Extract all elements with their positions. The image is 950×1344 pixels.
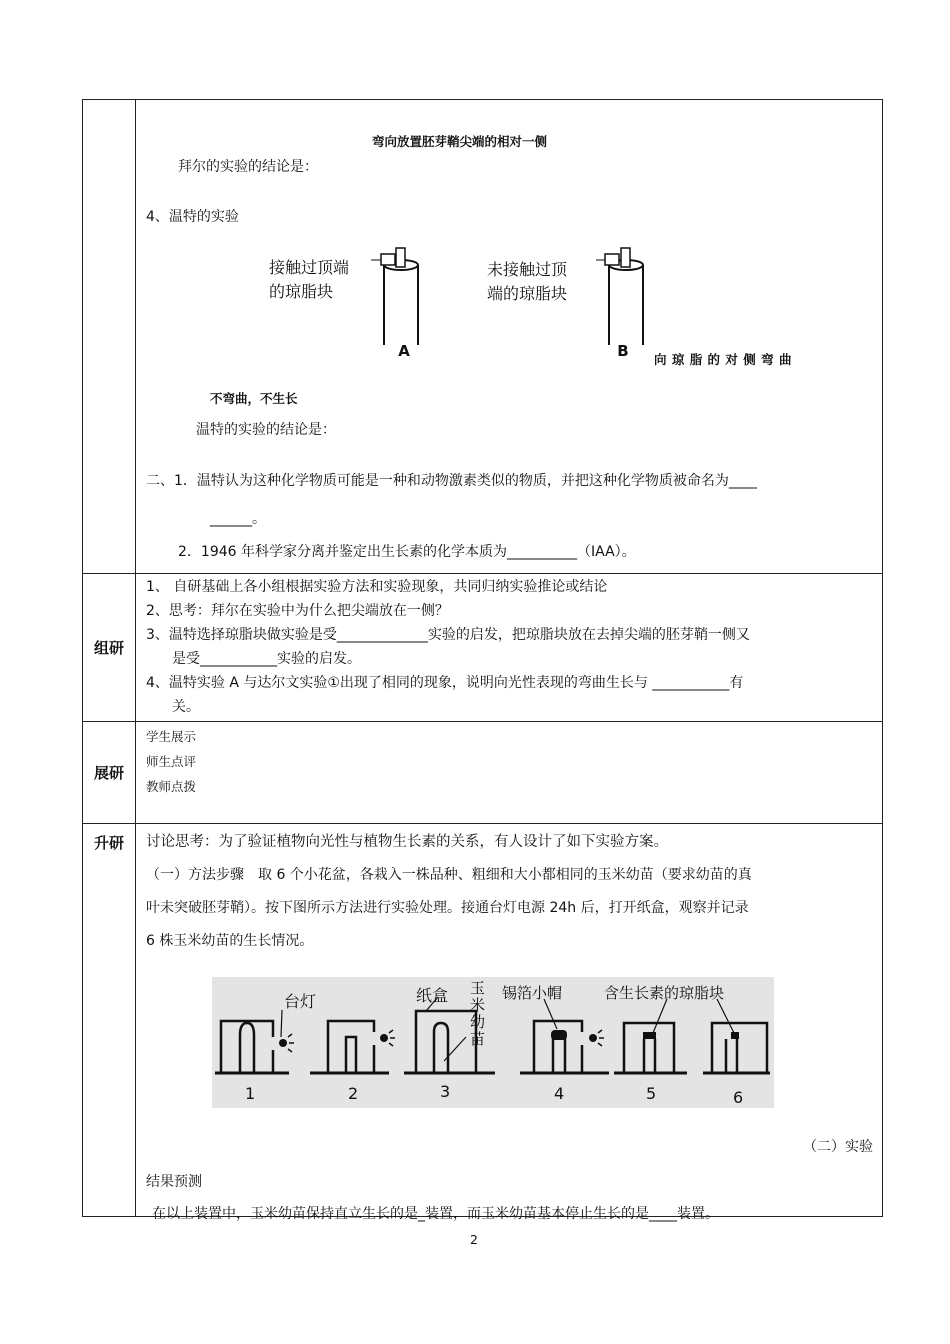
zhanyan-content-cell xyxy=(136,722,883,824)
zuyan-item-1: 1、 自研基础上各小组根据实验方法和实验现象，共同归纳实验推论或结论 xyxy=(146,579,608,595)
lesson-table xyxy=(82,99,883,1222)
seedling-experiment-figure xyxy=(212,977,774,1108)
fig-label-b: 未接触过顶端的琼脂块 xyxy=(487,260,568,303)
shengyan-content-cell xyxy=(136,824,883,1222)
result-heading-b: 结果预测 xyxy=(146,1174,202,1190)
zhanyan-label-text: 展研 xyxy=(93,764,124,782)
zuyan-label-text: 组研 xyxy=(93,639,124,657)
question-2: 2．1946 年科学家分离并鉴定出生长素的化学本质为__________（IAA）。 xyxy=(178,544,636,560)
zuyan-label xyxy=(83,574,136,722)
result-b: 向 琼 脂 的 对 侧 弯 曲 xyxy=(654,352,792,367)
coleoptile-a xyxy=(371,248,418,345)
fig-letter-b: B xyxy=(617,342,629,360)
bayer-conclusion: 拜尔的实验的结论是： xyxy=(178,159,318,175)
setup-number-5: 5 xyxy=(646,1084,657,1103)
zuyan-item-3: 3、温特选择琼脂块做实验是受_____________实验的启发，把琼脂块放在去掉尖端的胚芽鞘一侧又 xyxy=(146,627,750,643)
zuyan-item-4: 4、温特实验 A 与达尔文实验①出现了相同的现象，说明向光性表现的弯曲生长与 ___________有 xyxy=(146,675,744,691)
setup-number-6: 6 xyxy=(733,1088,744,1107)
zuyan-item-2: 2、思考：拜尔在实验中为什么把尖端放在一侧？ xyxy=(146,603,449,619)
row1-label-cell xyxy=(83,100,136,574)
label-agar: 含生长素的琼脂块 xyxy=(604,984,725,1002)
zuyan-item-4b: 关。 xyxy=(172,699,200,715)
method-line-2: 叶未突破胚芽鞘）。按下图所示方法进行实验处理。接通台灯电源 24h 后，打开纸盒，观察并记录 xyxy=(146,900,749,916)
label-cap: 锡箔小帽 xyxy=(502,984,563,1002)
method-line-1: （一）方法步骤 取 6 个小花盆，各栽入一株品种、粗细和大小都相同的玉米幼苗（要求幼苗的真 xyxy=(146,867,752,883)
zhanyan-item-3: 教师点拨 xyxy=(146,779,197,794)
went-conclusion: 温特的实验的结论是： xyxy=(196,422,336,438)
question-1-line2: ______。 xyxy=(210,511,266,527)
setup-number-2: 2 xyxy=(348,1084,359,1103)
zhanyan-item-2: 师生点评 xyxy=(146,754,197,769)
row1-content-cell xyxy=(136,100,883,574)
label-lamp: 台灯 xyxy=(284,992,317,1011)
setup-number-1: 1 xyxy=(245,1084,256,1103)
zhanyan-label xyxy=(83,722,136,824)
result-a: 不弯曲，不生长 xyxy=(210,391,298,406)
fig-letter-a: A xyxy=(398,342,410,360)
label-box: 纸盒 xyxy=(416,986,449,1005)
method-line-3: 6 株玉米幼苗的生长情况。 xyxy=(146,933,314,949)
shengyan-label-text: 升研 xyxy=(93,834,124,852)
caption-top: 弯向放置胚芽鞘尖端的相对一侧 xyxy=(372,134,548,149)
setup-number-4: 4 xyxy=(554,1084,565,1103)
page-number: 2 xyxy=(470,1232,478,1247)
result-question: 在以上装置中，玉米幼苗保持直立生长的是_装置，而玉米幼苗基本停止生长的是____装置。 xyxy=(152,1206,719,1222)
label-seedling: 玉 米 幼 苗 xyxy=(470,979,486,1048)
result-heading-a: （二）实验 xyxy=(803,1139,873,1155)
discussion: 讨论思考：为了验证植物向光性与植物生长素的关系，有人设计了如下实验方案。 xyxy=(146,834,668,850)
coleoptile-b xyxy=(596,248,643,345)
zuyan-content-cell xyxy=(136,574,883,722)
zhanyan-item-1: 学生展示 xyxy=(146,729,197,744)
shengyan-label xyxy=(83,824,136,1217)
question-1-line1: 二、1．温特认为这种化学物质可能是一种和动物激素类似的物质，并把这种化学物质被命名为____ xyxy=(146,473,757,489)
fig-label-a: 接触过顶端的琼脂块 xyxy=(269,258,350,301)
went-heading: 4、温特的实验 xyxy=(146,209,239,225)
zuyan-item-3b: 是受___________实验的启发。 xyxy=(172,651,361,667)
setup-number-3: 3 xyxy=(440,1082,451,1101)
